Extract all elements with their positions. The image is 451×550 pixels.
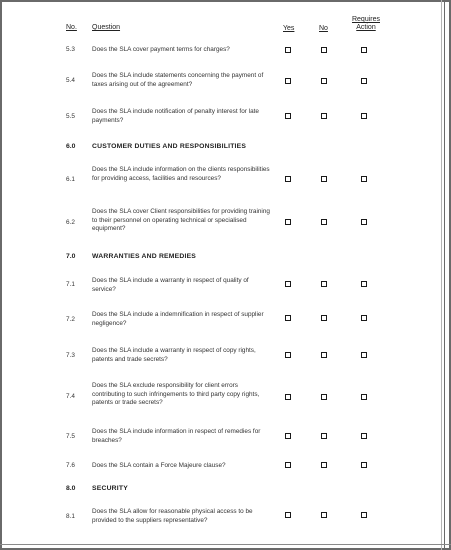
section-number: 7.0 (66, 253, 76, 260)
question-text: Does the SLA exclude responsibility for client errors contributing to such infringements to third party copy rights, patents or trade secrets? (92, 382, 260, 407)
no-checkbox[interactable] (321, 433, 327, 439)
question-number: 7.3 (66, 352, 75, 359)
no-checkbox[interactable] (321, 512, 327, 518)
section-title: WARRANTIES AND REMEDIES (92, 253, 197, 260)
question-number: 7.1 (66, 281, 75, 288)
question-number: 7.5 (66, 433, 75, 440)
section-title: CUSTOMER DUTIES AND RESPONSIBILITIES (92, 143, 247, 150)
requires-action-checkbox[interactable] (361, 315, 367, 321)
requires-action-checkbox[interactable] (361, 113, 367, 119)
yes-checkbox[interactable] (285, 462, 291, 468)
no-checkbox[interactable] (321, 47, 327, 53)
requires-action-checkbox[interactable] (361, 219, 367, 225)
question-text: Does the SLA include notification of penalty interest for late payments? (92, 108, 259, 124)
column-header-no: No. (66, 24, 77, 31)
column-header-question: Question (92, 24, 121, 31)
question-number: 6.1 (66, 176, 75, 183)
yes-checkbox[interactable] (285, 433, 291, 439)
requires-action-checkbox[interactable] (361, 281, 367, 287)
requires-action-checkbox[interactable] (361, 78, 367, 84)
question-text: Does the SLA allow for reasonable physical access to be provided to the suppliers representative? (92, 508, 253, 524)
requires-action-checkbox[interactable] (361, 433, 367, 439)
section-number: 6.0 (66, 143, 76, 150)
column-header-yes: Yes (283, 25, 295, 32)
no-checkbox[interactable] (321, 394, 327, 400)
question-text: Does the SLA include a warranty in respect of quality of service? (92, 277, 249, 293)
question-text: Does the SLA include information in respect of remedies for breaches? (92, 428, 261, 444)
question-text: Does the SLA contain a Force Majeure clause? (92, 462, 226, 469)
requires-action-checkbox[interactable] (361, 352, 367, 358)
question-text: Does the SLA include a indemnification in respect of supplier negligence? (92, 311, 264, 327)
question-number: 5.3 (66, 46, 75, 53)
no-checkbox[interactable] (321, 462, 327, 468)
no-checkbox[interactable] (321, 219, 327, 225)
yes-checkbox[interactable] (285, 113, 291, 119)
question-number: 7.4 (66, 393, 75, 400)
yes-checkbox[interactable] (285, 315, 291, 321)
requires-action-checkbox[interactable] (361, 176, 367, 182)
question-number: 7.2 (66, 316, 75, 323)
no-checkbox[interactable] (321, 315, 327, 321)
question-number: 5.5 (66, 113, 75, 120)
no-checkbox[interactable] (321, 113, 327, 119)
requires-action-checkbox[interactable] (361, 47, 367, 53)
yes-checkbox[interactable] (285, 281, 291, 287)
section-title: SECURITY (92, 485, 128, 492)
no-checkbox[interactable] (321, 176, 327, 182)
no-checkbox[interactable] (321, 352, 327, 358)
question-number: 5.4 (66, 77, 75, 84)
question-number: 6.2 (66, 219, 75, 226)
question-number: 8.1 (66, 513, 75, 520)
yes-checkbox[interactable] (285, 394, 291, 400)
yes-checkbox[interactable] (285, 219, 291, 225)
column-header-requires-action: Requires Action (351, 16, 380, 31)
section-number: 8.0 (66, 485, 76, 492)
question-text: Does the SLA include information on the clients responsibilities for providing access, facilities and resources? (92, 166, 270, 182)
question-text: Does the SLA cover payment terms for charges? (92, 46, 230, 53)
question-number: 7.6 (66, 462, 75, 469)
question-text: Does the SLA include statements concerning the payment of taxes arising out of the agreement? (92, 72, 264, 88)
yes-checkbox[interactable] (285, 352, 291, 358)
question-text: Does the SLA include a warranty in respect of copy rights, patents and trade secrets? (92, 347, 256, 363)
requires-action-checkbox[interactable] (361, 512, 367, 518)
yes-checkbox[interactable] (285, 47, 291, 53)
yes-checkbox[interactable] (285, 176, 291, 182)
no-checkbox[interactable] (321, 78, 327, 84)
no-checkbox[interactable] (321, 281, 327, 287)
requires-action-checkbox[interactable] (361, 462, 367, 468)
requires-action-checkbox[interactable] (361, 394, 367, 400)
yes-checkbox[interactable] (285, 512, 291, 518)
column-header-no-answer: No (319, 25, 328, 32)
yes-checkbox[interactable] (285, 78, 291, 84)
question-text: Does the SLA cover Client responsibilities for providing training to their personnel on operating technical or specialised equipment? (92, 208, 270, 233)
